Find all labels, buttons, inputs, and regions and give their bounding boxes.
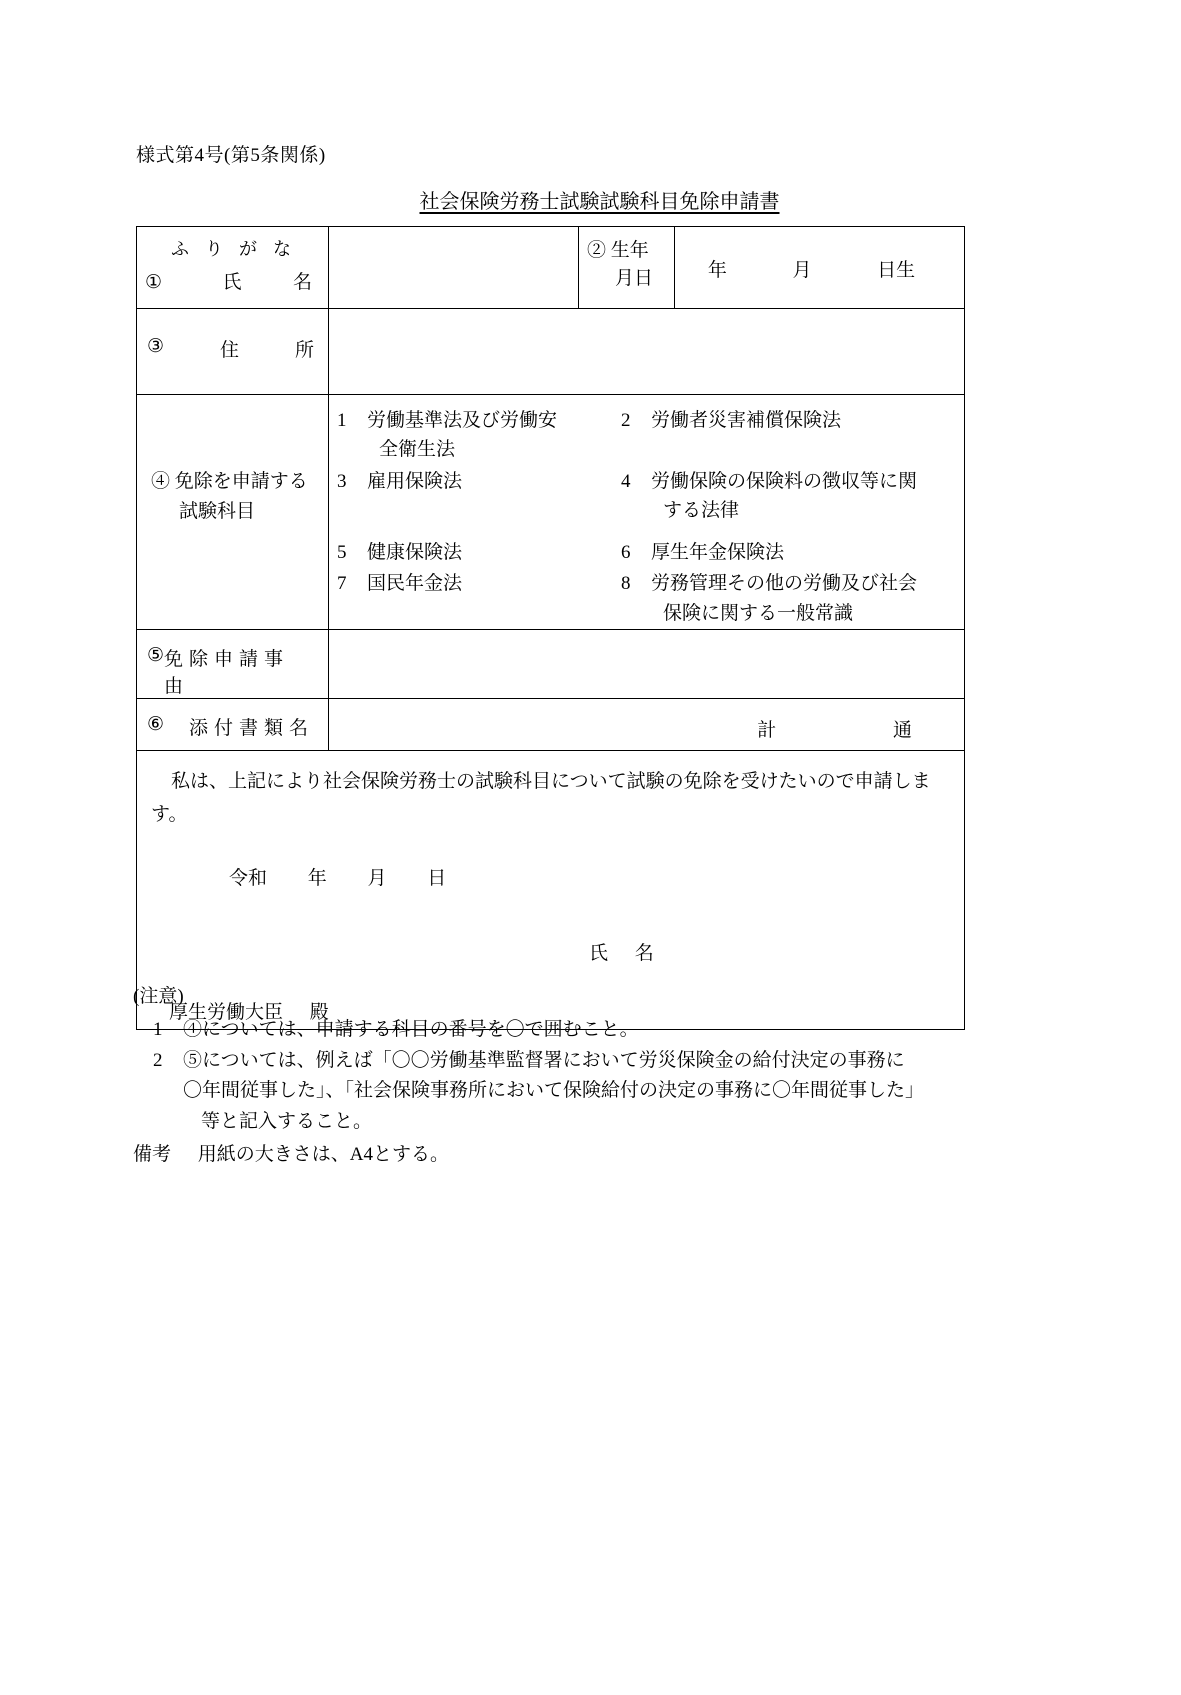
- dob-month-label: 月: [792, 260, 812, 281]
- subject-text-8: [651, 569, 956, 628]
- address-label-part2: 所: [294, 340, 314, 361]
- name-label-part2: 名: [292, 272, 312, 293]
- signature-label-part2: 名: [634, 942, 654, 964]
- subject-number-8: 8: [621, 573, 631, 595]
- remark-line: [133, 1140, 1013, 1171]
- subjects-label-cell: [137, 395, 329, 630]
- dob-day-label: 日生: [877, 260, 916, 281]
- attachments-row-number: ⑥: [147, 714, 165, 736]
- dob-input-cell[interactable]: [675, 227, 965, 309]
- address-label-part1: 住: [220, 340, 240, 361]
- notes-title: (注意): [133, 986, 184, 1007]
- subjects-list: [329, 395, 964, 629]
- era-label: 令和: [229, 867, 268, 889]
- subject-item-4[interactable]: [613, 466, 964, 527]
- note-text-2-line2: 〇年間従事した」、「社会保険事務所において保険給付の決定の事務に〇年間従事した」: [183, 1080, 925, 1102]
- remark-text: 用紙の大きさは、A4とする。: [197, 1143, 449, 1165]
- attachments-input-cell[interactable]: [329, 699, 965, 751]
- table-row-reason: [137, 630, 965, 699]
- table-row-subjects: [137, 395, 965, 630]
- subject-text-2: 労働者災害補償保険法: [651, 410, 842, 431]
- date-day-label: 日: [427, 867, 447, 889]
- name-row-number: ①: [145, 272, 163, 293]
- address-row-number: ③: [147, 336, 165, 357]
- reason-input-cell[interactable]: [329, 630, 965, 699]
- subject-number-7: 7: [337, 573, 347, 595]
- attachments-total-label: 計: [757, 720, 777, 742]
- table-row-name: [137, 227, 965, 309]
- subject-item-8[interactable]: [613, 568, 964, 629]
- subjects-label: [137, 395, 328, 528]
- name-label-cell: [137, 227, 329, 309]
- name-input-cell[interactable]: [329, 227, 579, 309]
- table-row-attachments: [137, 699, 965, 751]
- subject-item-7[interactable]: [329, 568, 613, 629]
- remark-label: 備考: [133, 1143, 172, 1165]
- subject-text-3: 雇用保険法: [367, 470, 463, 492]
- reason-label: [137, 630, 328, 698]
- note-text-2: [183, 1046, 1013, 1138]
- dob-label-line1: 生年: [610, 240, 649, 261]
- document-title: [0, 185, 1181, 214]
- address-label: [137, 309, 328, 362]
- subject-text-4-line1: 労働保険の保険料の徴収等に関: [651, 470, 918, 492]
- subject-text-4-line2: する法律: [663, 500, 740, 522]
- subject-text-1: [367, 406, 605, 465]
- notes-section: [133, 982, 1013, 1171]
- reason-label-text: 免除申請事由: [164, 649, 290, 698]
- note-number-2: 2: [153, 1049, 163, 1071]
- subjects-label-line1: 免除を申請する: [174, 471, 308, 492]
- subject-number-4: 4: [621, 470, 631, 492]
- subject-item-6[interactable]: [613, 537, 964, 568]
- attachments-label-cell: [137, 699, 329, 751]
- address-label-cell: [137, 309, 329, 395]
- signature-label-part1: 氏: [589, 942, 609, 964]
- subject-number-3: 3: [337, 470, 347, 492]
- form-code: 様式第4号(第5条関係): [136, 145, 326, 166]
- dob-label-line2: 月日: [615, 267, 654, 289]
- subject-text-5: 健康保険法: [367, 541, 463, 563]
- subjects-grid: [329, 405, 964, 629]
- addressee-name: 厚生労働大臣: [169, 1002, 284, 1024]
- furigana-label: ふりがな: [171, 239, 307, 259]
- subject-number-1: 1: [337, 410, 347, 431]
- subjects-list-cell: [329, 395, 965, 630]
- attachments-label-text: 添付書類名: [188, 718, 314, 740]
- dob-row-number: ②: [587, 240, 607, 261]
- subject-text-6: 厚生年金保険法: [651, 541, 785, 563]
- subject-text-8-line1: 労務管理その他の労働及び社会: [651, 573, 918, 595]
- table-row-address: [137, 309, 965, 395]
- subjects-row-number: ④: [151, 471, 171, 492]
- dob-label: [579, 227, 674, 292]
- subject-number-2: 2: [621, 410, 631, 431]
- dob-label-cell: [579, 227, 675, 309]
- reason-row-number: ⑤: [147, 645, 165, 667]
- subject-text-7: 国民年金法: [367, 573, 463, 595]
- note-text-1: ④については、申請する科目の番号を〇で囲むこと。: [183, 1018, 639, 1040]
- attachments-label: [137, 699, 328, 740]
- attachments-unit-label: 通: [892, 720, 912, 742]
- subject-number-5: 5: [337, 541, 347, 563]
- subject-text-1-line2: 全衛生法: [379, 439, 456, 461]
- declaration-body: 私は、上記により社会保険労務士の試験科目について試験の免除を受けたいので申請します。: [151, 771, 931, 826]
- subject-item-5[interactable]: [329, 537, 613, 568]
- subjects-spacer: [329, 527, 964, 537]
- note-item-1: [133, 1015, 1013, 1046]
- note-text-2-line1: ⑤については、例えば「〇〇労働基準監督署において労災保険金の給付決定の事務に: [183, 1049, 905, 1071]
- dob-fields: [675, 227, 964, 282]
- application-form-table: [136, 226, 965, 1030]
- subject-text-1-line1: 労働基準法及び労働安: [367, 410, 558, 431]
- declaration-date-line[interactable]: [151, 862, 948, 895]
- subject-text-8-line2: 保険に関する一般常識: [663, 602, 854, 624]
- subject-text-4: [651, 467, 956, 526]
- date-month-label: 月: [367, 867, 387, 889]
- subject-item-1[interactable]: [329, 405, 613, 466]
- subject-item-2[interactable]: [613, 405, 964, 466]
- note-item-2: [133, 1046, 1013, 1138]
- signature-line[interactable]: [151, 937, 948, 970]
- attachments-count-row: [329, 699, 964, 742]
- dob-year-label: 年: [707, 260, 727, 281]
- document-title-text: 社会保険労務士試験試験科目免除申請書: [419, 191, 780, 213]
- subject-number-6: 6: [621, 541, 631, 563]
- subjects-label-line2: 試験科目: [179, 501, 256, 523]
- reason-label-cell: [137, 630, 329, 699]
- subject-item-3[interactable]: [329, 466, 613, 527]
- addressee-honorific: 殿: [309, 1002, 329, 1024]
- note-number-1: 1: [153, 1018, 163, 1040]
- date-year-label: 年: [307, 867, 327, 889]
- name-label-part1: 氏: [222, 272, 242, 293]
- note-text-2-line3: 等と記入すること。: [201, 1111, 373, 1133]
- name-label: [137, 261, 328, 304]
- address-input-cell[interactable]: [329, 309, 965, 395]
